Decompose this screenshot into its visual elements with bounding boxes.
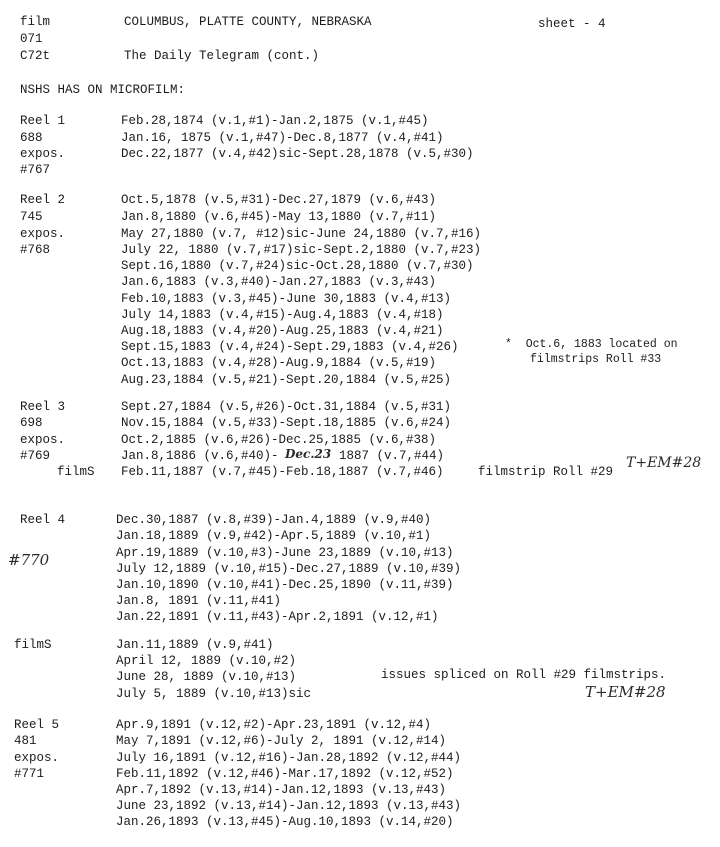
reel-2-entry: Jan.6,1883 (v.3,#40)-Jan.27,1883 (v.3,#43)	[121, 275, 437, 289]
reel-1-label: Reel 1	[20, 114, 66, 128]
reel-3-entry: Nov.15,1884 (v.5,#33)-Sept.18,1885 (v.6,#24)	[121, 416, 452, 430]
reel-2-entry: Aug.18,1883 (v.4,#20)-Aug.25,1883 (v.4,#21)	[121, 324, 444, 338]
microfilm-heading: NSHS HAS ON MICROFILM:	[20, 83, 186, 97]
reel-5-entry: June 23,1892 (v.13,#14)-Jan.12,1893 (v.13,#43)	[116, 799, 462, 813]
reel-2-entry: Oct.13,1883 (v.4,#28)-Aug.9,1884 (v.5,#19)	[121, 356, 437, 370]
films-entry: July 5, 1889 (v.10,#13)sic	[116, 687, 312, 701]
reel-5-number: #771	[14, 767, 45, 781]
reel-2-entry: Sept.16,1880 (v.7,#24)sic-Oct.28,1880 (v.7,#30)	[121, 259, 474, 273]
reel-4-label: Reel 4	[20, 513, 66, 527]
sheet-number: sheet - 4	[538, 17, 606, 31]
reel-1-entry: Jan.16, 1875 (v.1,#47)-Dec.8,1877 (v.4,#41)	[121, 131, 444, 145]
reel-2-label: Reel 2	[20, 193, 66, 207]
reel-3-filmstrip-note: filmstrip Roll #29	[478, 465, 614, 479]
reel-1-expos-label: expos.	[20, 147, 66, 161]
films-entry: April 12, 1889 (v.10,#2)	[116, 654, 297, 668]
reel-2-number: #768	[20, 243, 51, 257]
reel-2-entry: Aug.23,1884 (v.5,#21)-Sept.20,1884 (v.5,#25)	[121, 373, 452, 387]
reel-3-exposures: 698	[20, 416, 43, 430]
reel-4-entry: Jan.18,1889 (v.9,#42)-Apr.5,1889 (v.10,#1)	[116, 529, 432, 543]
reel-2-note: * Oct.6, 1883 located on	[505, 338, 678, 351]
reel-4-entry: Jan.8, 1891 (v.11,#41)	[116, 594, 282, 608]
films-handwritten-tag: T+EM#28	[585, 683, 666, 701]
reel-2-entry: Oct.5,1878 (v.5,#31)-Dec.27,1879 (v.6,#43)	[121, 193, 437, 207]
reel-2-entry: July 22, 1880 (v.7,#17)sic-Sept.2,1880 (v.7,#23)	[121, 243, 482, 257]
reel-3-filmstrip-label: filmS	[57, 465, 95, 479]
films-note: issues spliced on Roll #29 filmstrips.	[381, 668, 667, 682]
reel-5-entry: July 16,1891 (v.12,#16)-Jan.28,1892 (v.12,#44)	[116, 751, 462, 765]
reel-2-note: filmstrips Roll #33	[530, 353, 662, 366]
reel-2-entry: Jan.8,1880 (v.6,#45)-May 13,1880 (v.7,#11)	[121, 210, 437, 224]
reel-5-expos-label: expos.	[14, 751, 60, 765]
call-number-line-3: C72t	[20, 49, 51, 63]
reel-4-entry: Dec.30,1887 (v.8,#39)-Jan.4,1889 (v.9,#40)	[116, 513, 432, 527]
reel-5-entry: Feb.11,1892 (v.12,#46)-Mar.17,1892 (v.12,#52)	[116, 767, 454, 781]
call-number-line-2: 071	[20, 32, 43, 46]
reel-5-entry: Jan.26,1893 (v.13,#45)-Aug.10,1893 (v.14,#20)	[116, 815, 454, 829]
call-number-line-1: film	[20, 15, 51, 29]
reel-2-entry: May 27,1880 (v.7, #12)sic-June 24,1880 (v.7,#16)	[121, 227, 482, 241]
reel-1-exposures: 688	[20, 131, 43, 145]
reel-1-number: #767	[20, 163, 51, 177]
reel-3-number: #769	[20, 449, 51, 463]
reel-2-entry: July 14,1883 (v.4,#15)-Aug.4,1883 (v.4,#18)	[121, 308, 444, 322]
reel-4-entry: Jan.22,1891 (v.11,#43)-Apr.2,1891 (v.12,#1)	[116, 610, 439, 624]
reel-4-entry: Apr.19,1889 (v.10,#3)-June 23,1889 (v.10,#13)	[116, 546, 454, 560]
reel-1-entry: Dec.22,1877 (v.4,#42)sic-Sept.28,1878 (v.5,#30)	[121, 147, 474, 161]
reel-2-expos-label: expos.	[20, 227, 66, 241]
reel-4-handwritten-number: #770	[8, 551, 50, 569]
reel-2-entry: Sept.15,1883 (v.4,#24)-Sept.29,1883 (v.4,#26)	[121, 340, 459, 354]
films-entry: Jan.11,1889 (v.9,#41)	[116, 638, 274, 652]
reel-5-entry: Apr.7,1892 (v.13,#14)-Jan.12,1893 (v.13,#43)	[116, 783, 447, 797]
reel-3-entry: Jan.8,1886 (v.6,#40)-	[121, 449, 279, 463]
location-title: COLUMBUS, PLATTE COUNTY, NEBRASKA	[124, 15, 372, 29]
reel-4-entry: Jan.10,1890 (v.10,#41)-Dec.25,1890 (v.11,#39)	[116, 578, 454, 592]
reel-3-entry: Oct.2,1885 (v.6,#26)-Dec.25,1885 (v.6,#38)	[121, 433, 437, 447]
reel-3-entry: Feb.11,1887 (v.7,#45)-Feb.18,1887 (v.7,#46)	[121, 465, 444, 479]
handwritten-correction: Dec.23	[285, 447, 332, 461]
reel-5-entry: May 7,1891 (v.12,#6)-July 2, 1891 (v.12,#14)	[116, 734, 447, 748]
reel-5-label: Reel 5	[14, 718, 60, 732]
reel-3-label: Reel 3	[20, 400, 66, 414]
films-entry: June 28, 1889 (v.10,#13)	[116, 670, 297, 684]
reel-4-entry: July 12,1889 (v.10,#15)-Dec.27,1889 (v.10,#39)	[116, 562, 462, 576]
reel-3-entry: 1887 (v.7,#44)	[339, 449, 445, 463]
reel-3-entry: Sept.27,1884 (v.5,#26)-Oct.31,1884 (v.5,#31)	[121, 400, 452, 414]
newspaper-title: The Daily Telegram (cont.)	[124, 49, 320, 63]
films-label: filmS	[14, 638, 52, 652]
reel-5-exposures: 481	[14, 734, 37, 748]
handwritten-tag: T+EM#28	[626, 455, 702, 471]
reel-2-entry: Feb.10,1883 (v.3,#45)-June 30,1883 (v.4,#13)	[121, 292, 452, 306]
reel-3-expos-label: expos.	[20, 433, 66, 447]
reel-5-entry: Apr.9,1891 (v.12,#2)-Apr.23,1891 (v.12,#4)	[116, 718, 432, 732]
reel-2-exposures: 745	[20, 210, 43, 224]
reel-1-entry: Feb.28,1874 (v.1,#1)-Jan.2,1875 (v.1,#45)	[121, 114, 429, 128]
